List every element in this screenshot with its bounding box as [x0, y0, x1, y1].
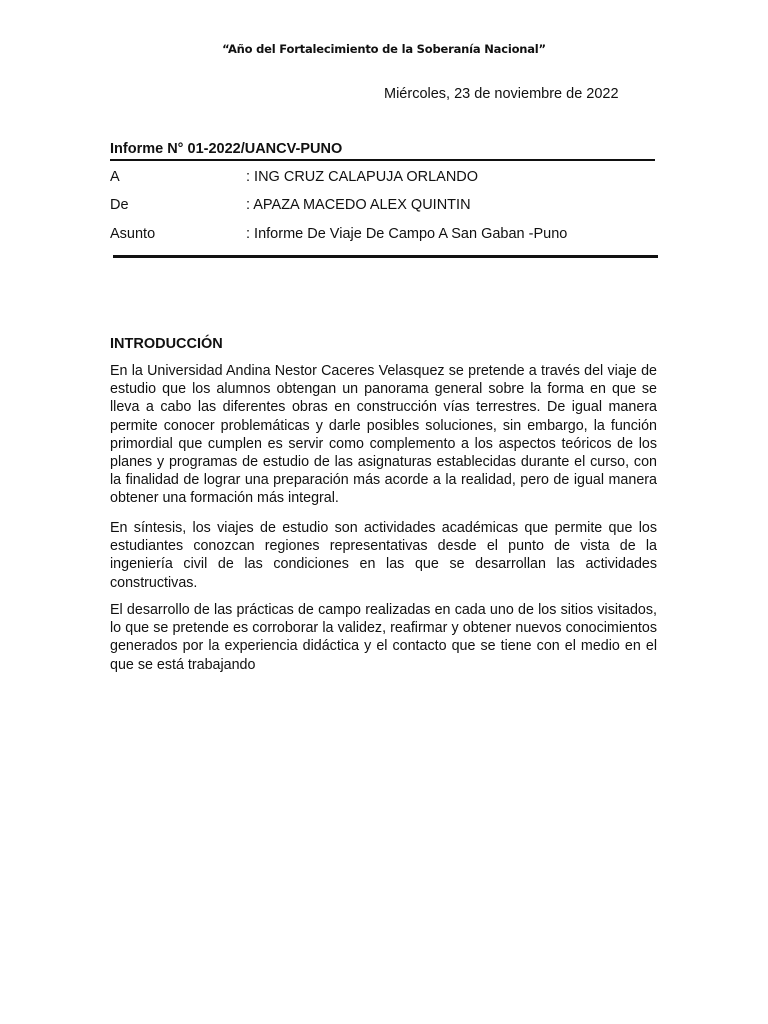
paragraph: En la Universidad Andina Nestor Caceres Velasquez se pretende a través del viaje de estudio que los alumnos obtengan un panorama general sobre la forma en que se lleva a cabo las diferentes obras en construcción vías terrestres. De igual manera permite conocer problemáticas y darle posibles soluciones, sin embargo, la función primordial que cumplen es servir como complemento a los aspectos teóricos de los planes y programas de estudio de las asignaturas establecidas durante el curso, con la finalidad de lograr una preparación más acorde a la realidad, pero de igual manera obtener una formación más integral. — [110, 363, 657, 507]
field-value: : APAZA MACEDO ALEX QUINTIN — [246, 197, 471, 213]
field-label: A — [110, 169, 120, 185]
field-sender — [110, 197, 655, 217]
field-recipient — [110, 169, 655, 189]
paragraph: El desarrollo de las prácticas de campo realizadas en cada uno de los sitios visitados, lo que se pretende es corroborar la validez, reafirmar y obtener nuevos conocimientos generados por la experiencia didáctica y el contacto que se tiene con el medio en el que se está trabajando — [110, 602, 657, 673]
field-value: : ING CRUZ CALAPUJA ORLANDO — [246, 169, 479, 185]
section-title: INTRODUCCIÓN — [110, 336, 223, 352]
document-date: Miércoles, 23 de noviembre de 2022 — [384, 86, 619, 102]
report-number: Informe N° 01-2022/UANCV-PUNO — [110, 141, 343, 157]
field-label: De — [110, 197, 129, 213]
paragraph: En síntesis, los viajes de estudio son actividades académicas que permite que los estudiantes conozcan regiones representativas desde el punto de vista de la ingeniería civil de las condiciones en las que se desarrollan las actividades constructivas. — [110, 520, 657, 591]
header-divider — [110, 159, 655, 161]
fields-divider — [113, 255, 658, 258]
field-label: Asunto — [110, 226, 156, 242]
field-subject — [110, 226, 655, 246]
year-motto: “Año del Fortalecimiento de la Soberanía Nacional” — [222, 42, 546, 56]
field-value: : Informe De Viaje De Campo A San Gaban -Puno — [246, 226, 568, 242]
